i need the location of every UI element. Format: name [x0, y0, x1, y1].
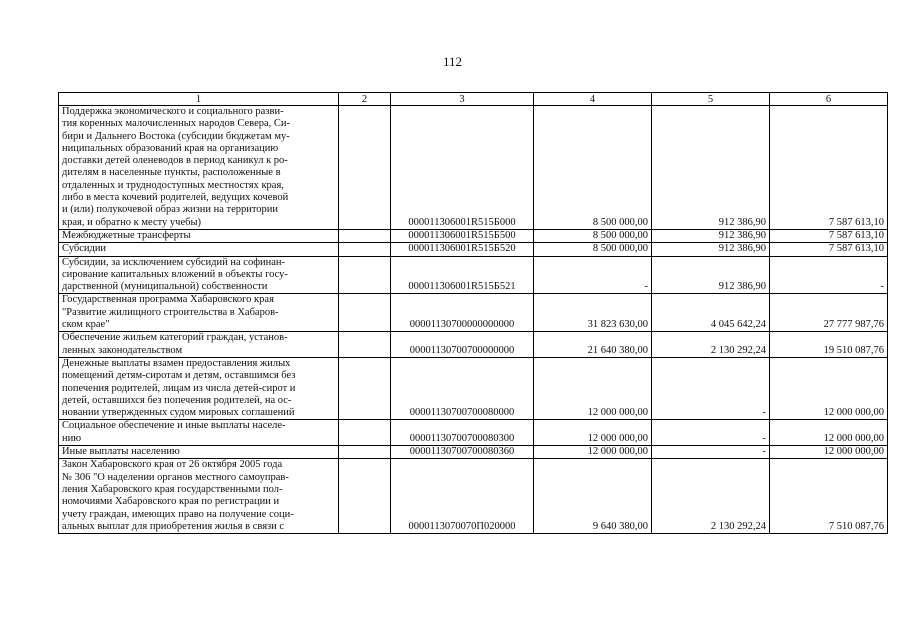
row-amount-cell: 31 823 630,00 — [534, 294, 652, 332]
row-name-cell: Денежные выплаты взамен предоставления жилых помещений детям-сиротам и детям, оставшимся без попечения родителей, лицам из числа детей-сирот и детей, оставшихся без попечения родителей, на ос- новании утвержденных судом мировых соглашений — [59, 357, 339, 419]
header-cell-6: 6 — [770, 93, 888, 106]
row-code-cell: 000011306001R515Б520 — [391, 243, 534, 256]
row-amount-cell: 8 500 000,00 — [534, 106, 652, 230]
table-row — [59, 229, 888, 242]
table-row — [59, 446, 888, 459]
row-name-cell: Межбюджетные трансферты — [59, 229, 339, 242]
row-col2-cell — [339, 357, 391, 419]
row-name-cell: Поддержка экономического и социального разви- тия коренных малочисленных народов Севера, Си- бири и Дальнего Востока (субсидии бюджетам му- ниципальных образований края на организацию доставки детей оленеводов в период каникул к ро- дителям в населенные пункты, расположенные в отдаленных и труднодоступных местностях края, либо в места кочевий родителей, ведущих кочевой и (или) полукочевой образ жизни на территории края, и обратно к месту учебы) — [59, 106, 339, 230]
row-name-cell: Государственная программа Хабаровского края "Развитие жилищного строительства в Хабаров- ском крае" — [59, 294, 339, 332]
row-col2-cell — [339, 256, 391, 294]
row-executed-cell: 4 045 642,24 — [652, 294, 770, 332]
row-executed-cell: - — [652, 446, 770, 459]
row-col2-cell — [339, 446, 391, 459]
row-name-cell: Социальное обеспечение и иные выплаты населе- нию — [59, 420, 339, 446]
row-remainder-cell: 12 000 000,00 — [770, 420, 888, 446]
table-body — [59, 93, 888, 534]
row-code-cell: 00001130700700080300 — [391, 420, 534, 446]
row-remainder-cell: 7 510 087,76 — [770, 459, 888, 534]
row-amount-cell: 8 500 000,00 — [534, 243, 652, 256]
row-col2-cell — [339, 459, 391, 534]
row-executed-cell: 912 386,90 — [652, 106, 770, 230]
row-remainder-cell: 12 000 000,00 — [770, 357, 888, 419]
row-name-cell: Субсидии, за исключением субсидий на софинан- сирование капитальных вложений в объекты госу- дарственной (муниципальной) собственности — [59, 256, 339, 294]
table-row — [59, 294, 888, 332]
table-row — [59, 357, 888, 419]
row-col2-cell — [339, 294, 391, 332]
row-amount-cell: 12 000 000,00 — [534, 446, 652, 459]
row-col2-cell — [339, 243, 391, 256]
row-remainder-cell: 7 587 613,10 — [770, 106, 888, 230]
row-remainder-cell: 7 587 613,10 — [770, 243, 888, 256]
header-cell-4: 4 — [534, 93, 652, 106]
row-col2-cell — [339, 332, 391, 358]
row-executed-cell: 2 130 292,24 — [652, 459, 770, 534]
row-executed-cell: 912 386,90 — [652, 256, 770, 294]
table-row — [59, 332, 888, 358]
row-executed-cell: - — [652, 357, 770, 419]
row-code-cell: 00001130700000000000 — [391, 294, 534, 332]
row-code-cell: 000011306001R515Б500 — [391, 229, 534, 242]
table-row — [59, 459, 888, 534]
table-row — [59, 256, 888, 294]
row-remainder-cell: 7 587 613,10 — [770, 229, 888, 242]
row-amount-cell: 9 640 380,00 — [534, 459, 652, 534]
header-row — [59, 93, 888, 106]
row-code-cell: 00001130700700000000 — [391, 332, 534, 358]
row-remainder-cell: 27 777 987,76 — [770, 294, 888, 332]
row-name-cell: Субсидии — [59, 243, 339, 256]
row-code-cell: 00001130700700080000 — [391, 357, 534, 419]
table-row — [59, 420, 888, 446]
row-name-cell: Иные выплаты населению — [59, 446, 339, 459]
page-number: 112 — [442, 54, 463, 69]
row-code-cell: 000011306001R515Б521 — [391, 256, 534, 294]
row-executed-cell: 2 130 292,24 — [652, 332, 770, 358]
row-amount-cell: 12 000 000,00 — [534, 420, 652, 446]
row-name-cell: Обеспечение жильем категорий граждан, установ- ленных законодательством — [59, 332, 339, 358]
row-remainder-cell: 12 000 000,00 — [770, 446, 888, 459]
row-col2-cell — [339, 106, 391, 230]
header-cell-3: 3 — [391, 93, 534, 106]
header-cell-1: 1 — [59, 93, 339, 106]
row-amount-cell: 8 500 000,00 — [534, 229, 652, 242]
row-executed-cell: 912 386,90 — [652, 229, 770, 242]
row-amount-cell: 21 640 380,00 — [534, 332, 652, 358]
row-executed-cell: 912 386,90 — [652, 243, 770, 256]
row-col2-cell — [339, 229, 391, 242]
row-remainder-cell: - — [770, 256, 888, 294]
header-cell-2: 2 — [339, 93, 391, 106]
row-name-cell: Закон Хабаровского края от 26 октября 2005 года № 306 "О наделении органов местного самоуправ- ления Хабаровского края государственными пол- номочиями Хабаровского края по регистрации и учету граждан, имеющих право на получение соци- альных выплат для приобретения жилья в связи с — [59, 459, 339, 534]
budget-table — [58, 92, 888, 534]
row-amount-cell: - — [534, 256, 652, 294]
row-remainder-cell: 19 510 087,76 — [770, 332, 888, 358]
header-cell-5: 5 — [652, 93, 770, 106]
row-code-cell: 00001130700700080360 — [391, 446, 534, 459]
row-code-cell: 000011306001R515Б000 — [391, 106, 534, 230]
row-executed-cell: - — [652, 420, 770, 446]
row-col2-cell — [339, 420, 391, 446]
row-amount-cell: 12 000 000,00 — [534, 357, 652, 419]
table-row — [59, 106, 888, 230]
table-row — [59, 243, 888, 256]
row-code-cell: 0000113070070П020000 — [391, 459, 534, 534]
